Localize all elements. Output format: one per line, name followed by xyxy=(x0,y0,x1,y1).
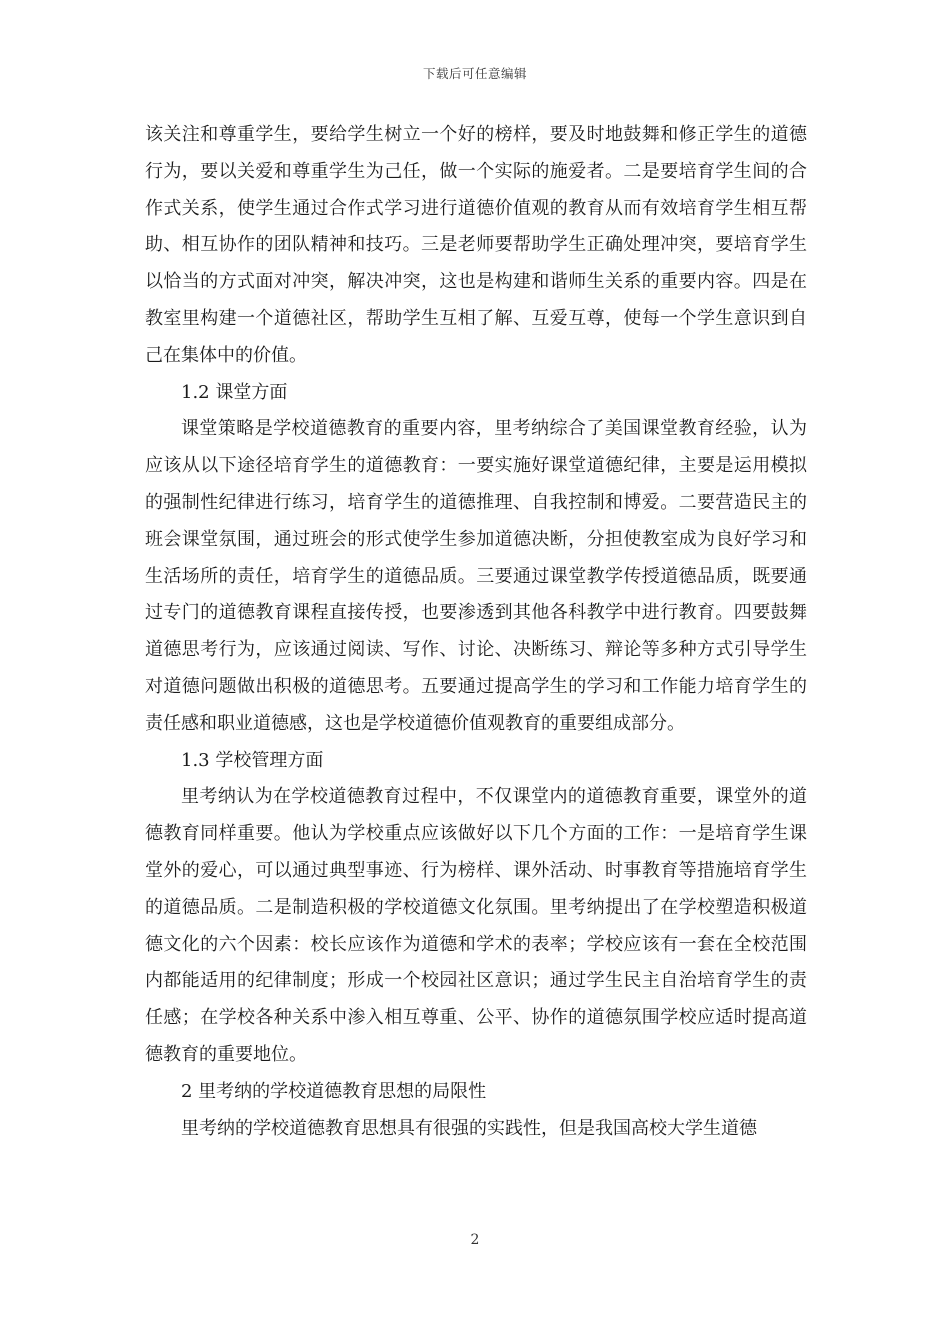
paragraph-limitations: 里考纳的学校道德教育思想具有很强的实践性，但是我国高校大学生道德 xyxy=(181,1117,757,1139)
paragraph-continuation: 该关注和尊重学生，要给学生树立一个好的榜样，要及时地鼓舞和修正学生的道德行为，要以关爱和尊重学生为己任，做一个实际的施爱者。二是要培育学生间的合作式关系，使学生通过合作式学习进行道德价值观的教育从而有效培育学生相互帮助、相互协作的团队精神和技巧。三是老师要帮助学生正确处理冲突，要培育学生以恰当的方式面对冲突，解决冲突，这也是构建和谐师生关系的重要内容。四是在教室里构建一个道德社区，帮助学生互相了解、互爱互尊，使每一个学生意识到自己在集体中的价值。 xyxy=(145,124,807,366)
page-number: 2 xyxy=(470,1232,480,1248)
section-heading-1-2: 1.2 课堂方面 xyxy=(181,381,288,403)
section-heading-2: 2 里考纳的学校道德教育思想的局限性 xyxy=(181,1080,487,1102)
page-header: 下载后可任意编辑 xyxy=(422,66,527,81)
paragraph-school-management: 里考纳认为在学校道德教育过程中，不仅课堂内的道德教育重要，课堂外的道德教育同样重要。他认为学校重点应该做好以下几个方面的工作：一是培育学生课堂外的爱心，可以通过典型事迹、行为榜样、课外活动、时事教育等措施培育学生的道德品质。二是制造积极的学校道德文化氛围。里考纳提出了在学校塑造积极道德文化的六个因素：校长应该作为道德和学术的表率；学校应该有一套在全校范围内都能适用的纪律制度；形成一个校园社区意识；通过学生民主自治培育学生的责任感；在学校各种关系中渗入相互尊重、公平、协作的道德氛围学校应适时提高道德教育的重要地位。 xyxy=(145,786,807,1065)
document-body xyxy=(145,117,807,1147)
paragraph-classroom: 课堂策略是学校道德教育的重要内容，里考纳综合了美国课堂教育经验，认为应该从以下途径培育学生的道德教育：一要实施好课堂道德纪律，主要是运用模拟的强制性纪律进行练习，培育学生的道德推理、自我控制和博爱。二要营造民主的班会课堂氛围，通过班会的形式使学生参加道德决断，分担使教室成为良好学习和生活场所的责任，培育学生的道德品质。三要通过课堂教学传授道德品质，既要通过专门的道德教育课程直接传授，也要渗透到其他各科教学中进行教育。四要鼓舞道德思考行为，应该通过阅读、写作、讨论、决断练习、辩论等多种方式引导学生对道德问题做出积极的道德思考。五要通过提高学生的学习和工作能力培育学生的责任感和职业道德感，这也是学校道德价值观教育的重要组成部分。 xyxy=(145,418,807,734)
section-heading-1-3: 1.3 学校管理方面 xyxy=(181,749,324,771)
